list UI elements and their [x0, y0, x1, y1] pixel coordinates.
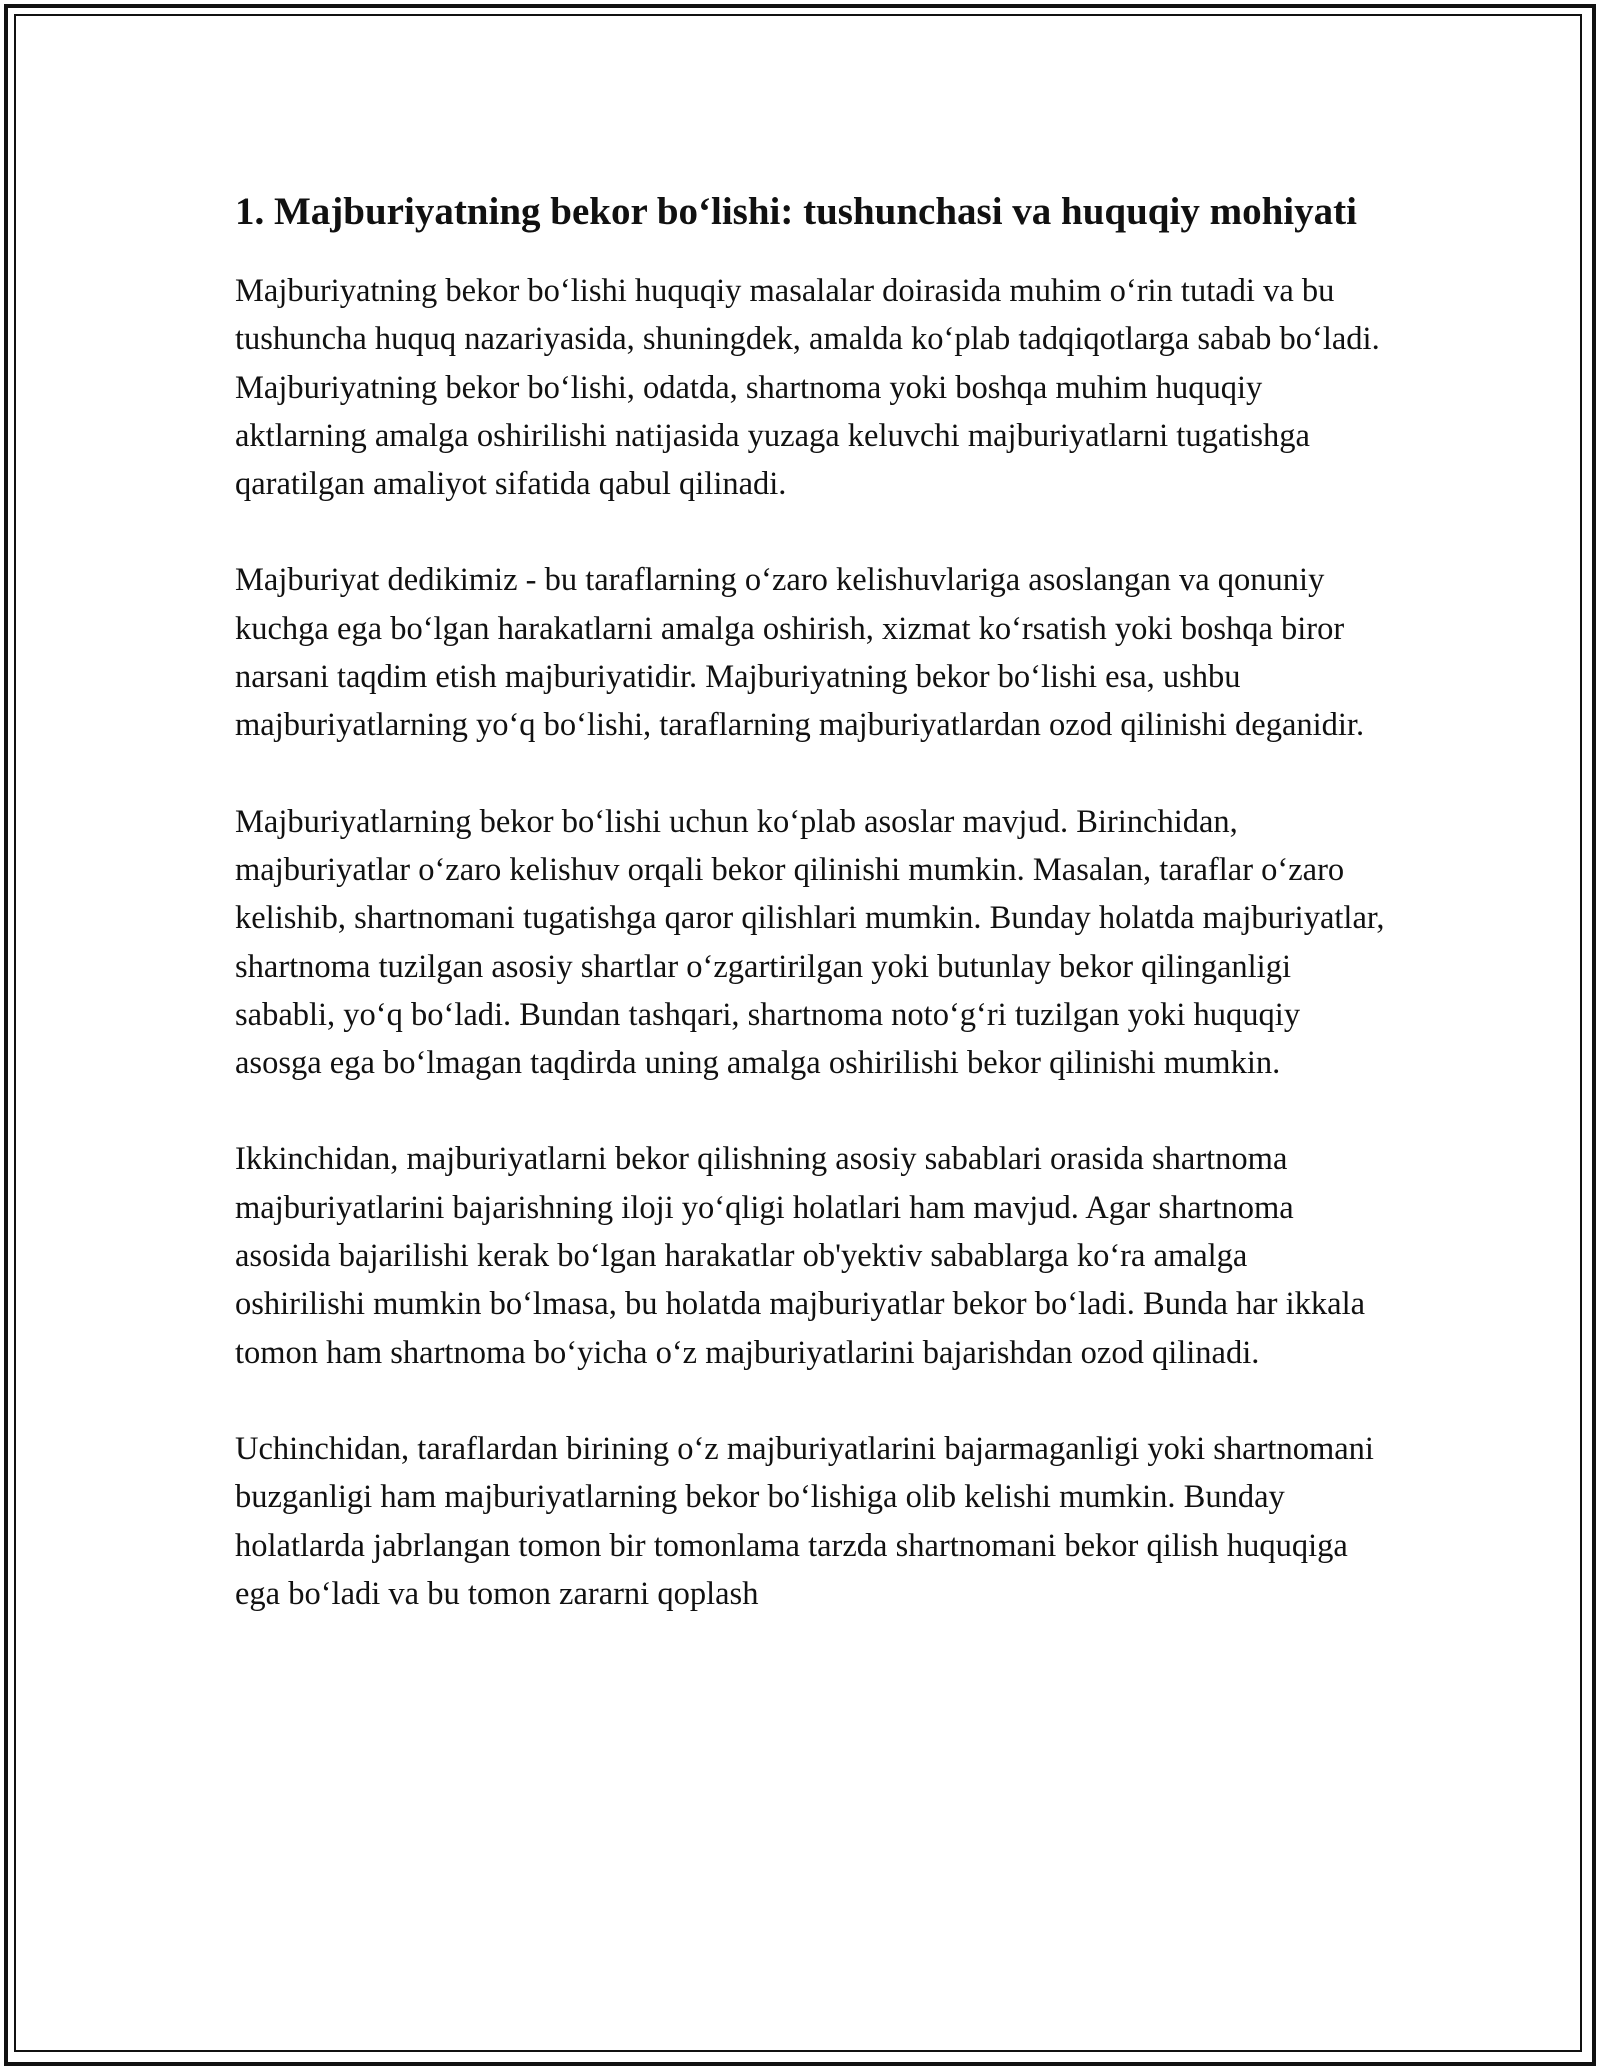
- document-body: [235, 185, 1385, 1618]
- paragraph-5: Uchinchidan, taraflardan birining o‘z majburiyatlarini bajarmaganligi yoki shartnomani buzganligi ham majburiyatlarning bekor bo‘lishiga olib kelishi mumkin. Bunday holatlarda jabrlangan tomon bir tomonlama tarzda shartnomani bekor qilish huquqiga ega bo‘ladi va bu tomon zararni qoplash: [235, 1430, 1374, 1612]
- paragraph-2: Majburiyat dedikimiz - bu taraflarning o‘zaro kelishuvlariga asoslangan va qonuniy kuchga ega bo‘lgan harakatlarni amalga oshirish, xizmat ko‘rsatish yoki boshqa biror narsani taqdim etish majburiyatidir. Majburiyatning bekor bo‘lishi esa, ushbu majburiyatlarning yo‘q bo‘lishi, taraflarning majburiyatlardan ozod qilinishi deganidir.: [235, 562, 1365, 744]
- paragraph-3: Majburiyatlarning bekor bo‘lishi uchun ko‘plab asoslar mavjud. Birinchidan, majburiyatlar o‘zaro kelishuv orqali bekor qilinishi mumkin. Masalan, taraflar o‘zaro kelishib, shartnomani tugatishga qaror qilishlari mumkin. Bunday holatda majburiyatlar, shartnoma tuzilgan asosiy shartlar o‘zgartirilgan yoki butunlay bekor qilinganligi sababli, yo‘q bo‘ladi. Bundan tashqari, shartnoma noto‘g‘ri tuzilgan yoki huquqiy asosga ega bo‘lmagan taqdirda uning amalga oshirilishi bekor qilinishi mumkin.: [235, 803, 1385, 1082]
- paragraph-4: Ikkinchidan, majburiyatlarni bekor qilishning asosiy sabablari orasida shartnoma majburiyatlarini bajarishning iloji yo‘qligi holatlari ham mavjud. Agar shartnoma asosida bajarilishi kerak bo‘lgan harakatlar ob'yektiv sabablarga ko‘ra amalga oshirilishi mumkin bo‘lmasa, bu holatda majburiyatlar bekor bo‘ladi. Bunda har ikkala tomon ham shartnoma bo‘yicha o‘z majburiyatlarini bajarishdan ozod qilinadi.: [235, 1141, 1366, 1371]
- paragraph-1: Majburiyatning bekor bo‘lishi huquqiy masalalar doirasida muhim o‘rin tutadi va bu tushuncha huquq nazariyasida, shuningdek, amalda ko‘plab tadqiqotlarga sabab bo‘ladi. Majburiyatning bekor bo‘lishi, odatda, shartnoma yoki boshqa muhim huquqiy aktlarning amalga oshirilishi natijasida yuzaga keluvchi majburiyatlarni tugatishga qaratilgan amaliyot sifatida qabul qilinadi.: [235, 273, 1380, 503]
- section-heading: 1. Majburiyatning bekor bo‘lishi: tushunchasi va huquqiy mohiyati: [235, 190, 1357, 233]
